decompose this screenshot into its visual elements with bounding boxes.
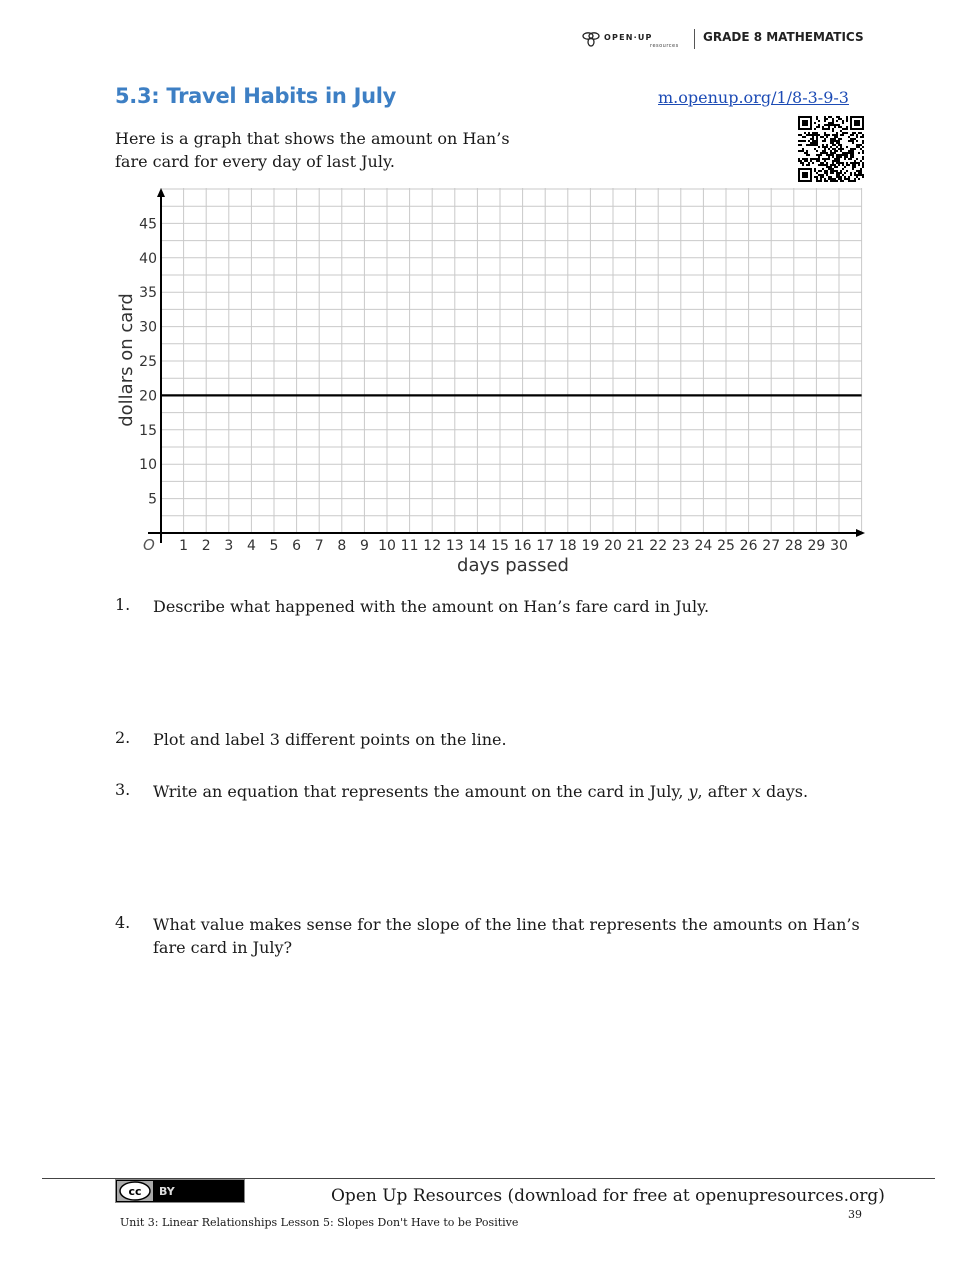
x-tick-label: 6 xyxy=(292,538,302,554)
question-3-text-c: days. xyxy=(765,782,809,801)
x-tick-label: 26 xyxy=(739,538,758,554)
y-tick-label: 25 xyxy=(139,354,157,370)
question-3-text xyxy=(153,780,873,803)
y-axis-label: dollars on card xyxy=(116,293,137,427)
x-tick-label: 3 xyxy=(224,538,234,554)
x-tick-labels xyxy=(179,538,848,554)
question-3-number: 3. xyxy=(115,780,131,799)
fare-card-graph xyxy=(108,183,868,578)
x-axis-arrow-icon xyxy=(856,529,865,537)
x-tick-label: 25 xyxy=(717,538,735,554)
question-1-number: 1. xyxy=(115,595,131,614)
activity-link[interactable]: m.openup.org/1/8-3-9-3 xyxy=(658,88,849,107)
footer-attribution: Open Up Resources (download for free at openupresources.org) xyxy=(331,1186,885,1206)
x-tick-label: 27 xyxy=(762,538,781,554)
question-4-number: 4. xyxy=(115,913,131,932)
question-3-text-a: Write an equation that represents the amount on the card in July, xyxy=(153,782,684,801)
x-tick-label: 14 xyxy=(468,538,487,554)
logo-subtext: resources xyxy=(650,43,679,49)
x-tick-label: 28 xyxy=(784,538,803,554)
x-tick-label: 9 xyxy=(359,538,369,554)
activity-title: 5.3: Travel Habits in July xyxy=(115,84,397,108)
y-tick-label: 5 xyxy=(148,491,157,508)
grade-label: GRADE 8 MATHEMATICS xyxy=(703,30,864,44)
y-tick-label: 15 xyxy=(139,422,157,439)
x-tick-label: 17 xyxy=(536,538,555,554)
x-axis-label: days passed xyxy=(457,555,569,576)
x-tick-label: 4 xyxy=(246,538,256,554)
y-tick-label: 45 xyxy=(139,216,157,233)
x-tick-label: 7 xyxy=(314,538,324,554)
x-tick-label: 13 xyxy=(445,538,464,554)
x-tick-label: 2 xyxy=(201,538,211,554)
question-2-text: Plot and label 3 different points on the line. xyxy=(153,730,507,749)
variable-x: x xyxy=(751,782,761,801)
x-tick-label: 15 xyxy=(491,538,509,554)
y-tick-label: 35 xyxy=(139,285,157,302)
logo-text: OPEN·UP xyxy=(604,33,653,42)
x-tick-label: 18 xyxy=(558,538,577,554)
graph-grid xyxy=(161,188,862,533)
x-tick-label: 29 xyxy=(807,538,826,554)
x-tick-label: 12 xyxy=(423,538,442,554)
header-divider xyxy=(694,29,695,49)
qr-code-icon xyxy=(798,116,864,182)
y-tick-label: 30 xyxy=(139,319,157,336)
y-tick-label: 40 xyxy=(139,250,157,267)
x-tick-label: 10 xyxy=(378,538,396,554)
page-number: 39 xyxy=(848,1208,862,1221)
svg-text:cc: cc xyxy=(128,1185,142,1198)
license-label: BY xyxy=(159,1185,175,1198)
question-1-text: Describe what happened with the amount on Han’s fare card in July. xyxy=(153,597,710,616)
y-tick-labels xyxy=(139,216,157,507)
x-tick-label: 19 xyxy=(581,538,600,554)
x-tick-label: 1 xyxy=(179,538,189,554)
y-tick-label: 20 xyxy=(139,388,157,405)
variable-y: y xyxy=(688,782,698,801)
x-tick-label: 16 xyxy=(513,538,532,554)
graph-axes xyxy=(148,188,865,543)
question-3-text-b: , after xyxy=(697,782,747,801)
x-tick-label: 23 xyxy=(671,538,690,554)
x-tick-label: 21 xyxy=(626,538,645,554)
question-4-text: What value makes sense for the slope of the line that represents the amounts on Han’s fare card in July? xyxy=(153,915,860,957)
y-tick-label: 10 xyxy=(139,457,157,474)
x-tick-label: 5 xyxy=(269,538,279,554)
x-tick-label: 20 xyxy=(604,538,622,554)
x-tick-label: 8 xyxy=(337,538,347,554)
x-tick-label: 24 xyxy=(694,538,713,554)
intro-text: Here is a graph that shows the amount on Han’s fare card for every day of last July. xyxy=(115,129,510,171)
x-tick-label: 11 xyxy=(400,538,419,554)
question-2-number: 2. xyxy=(115,728,131,747)
footer-unit: Unit 3: Linear Relationships Lesson 5: Slopes Don't Have to be Positive xyxy=(120,1216,519,1229)
x-tick-label: 22 xyxy=(649,538,668,554)
origin-label: O xyxy=(143,536,155,554)
x-tick-label: 30 xyxy=(830,538,848,554)
cc-license-badge xyxy=(115,1179,245,1203)
